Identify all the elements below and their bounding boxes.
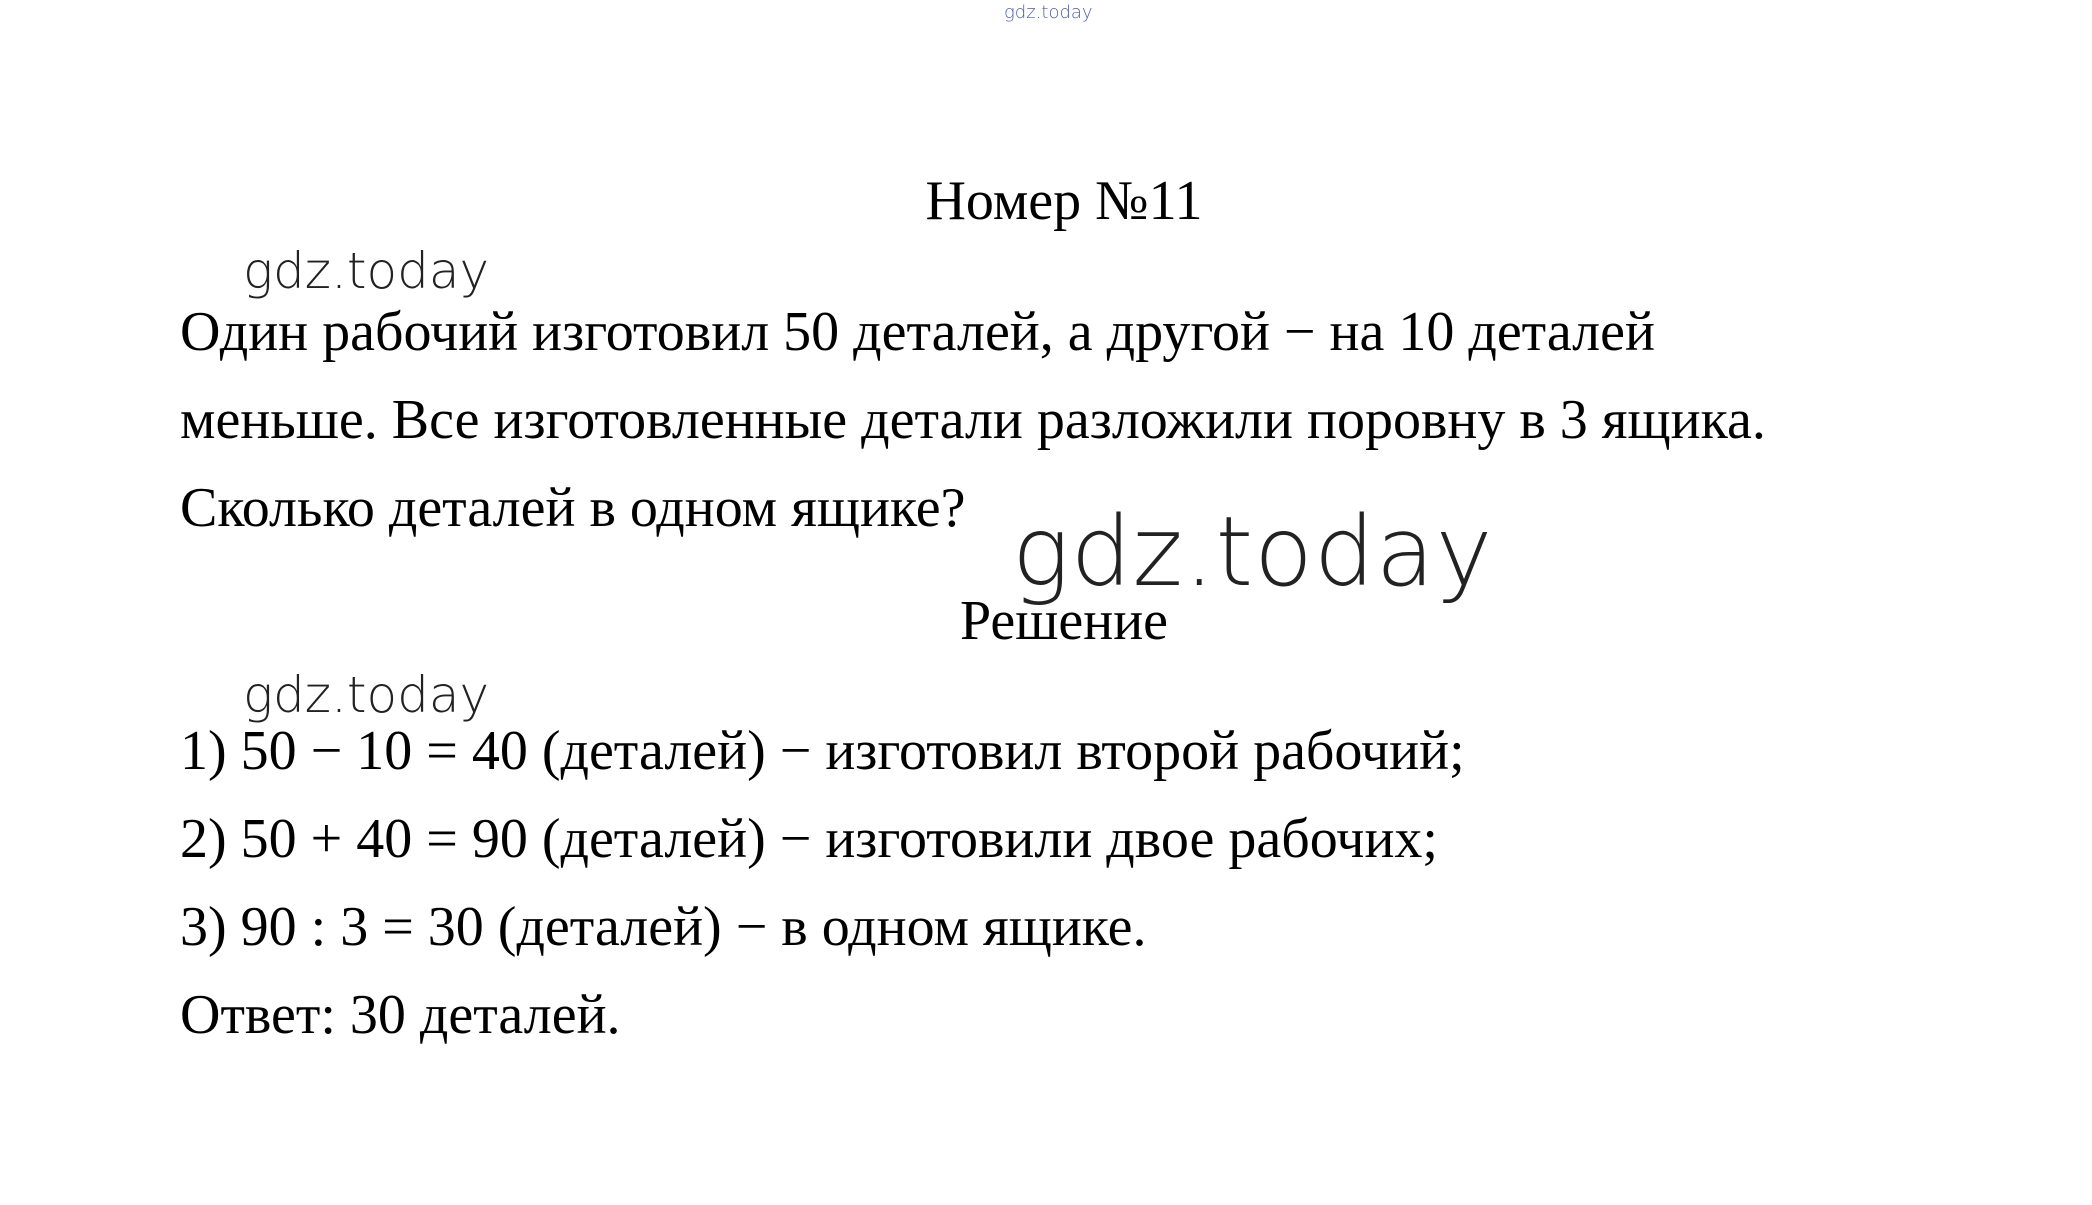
watermark: gdz.today	[243, 666, 490, 724]
solution-step: 2) 50 + 40 = 90 (деталей) − изготовили двое рабочих;	[180, 808, 1438, 870]
solution-step: 3) 90 : 3 = 30 (деталей) − в одном ящике.	[180, 896, 1147, 958]
problem-line: меньше. Все изготовленные детали разложили поровну в 3 ящика.	[180, 389, 1766, 451]
problem-line: Сколько деталей в одном ящике?	[180, 477, 966, 539]
watermark: gdz.today	[243, 242, 490, 300]
watermark-large: gdz.today	[1012, 496, 1494, 608]
watermark-top: gdz.today	[1004, 2, 1093, 23]
answer: Ответ: 30 деталей.	[180, 984, 621, 1046]
problem-line: Один рабочий изготовил 50 деталей, а другой − на 10 деталей	[180, 301, 1655, 363]
solution-step: 1) 50 − 10 = 40 (деталей) − изготовил второй рабочий;	[180, 720, 1465, 782]
solution-steps	[180, 707, 2000, 1059]
solution-heading: Решение	[959, 590, 1169, 652]
page-title: Номер №11	[925, 170, 1203, 232]
